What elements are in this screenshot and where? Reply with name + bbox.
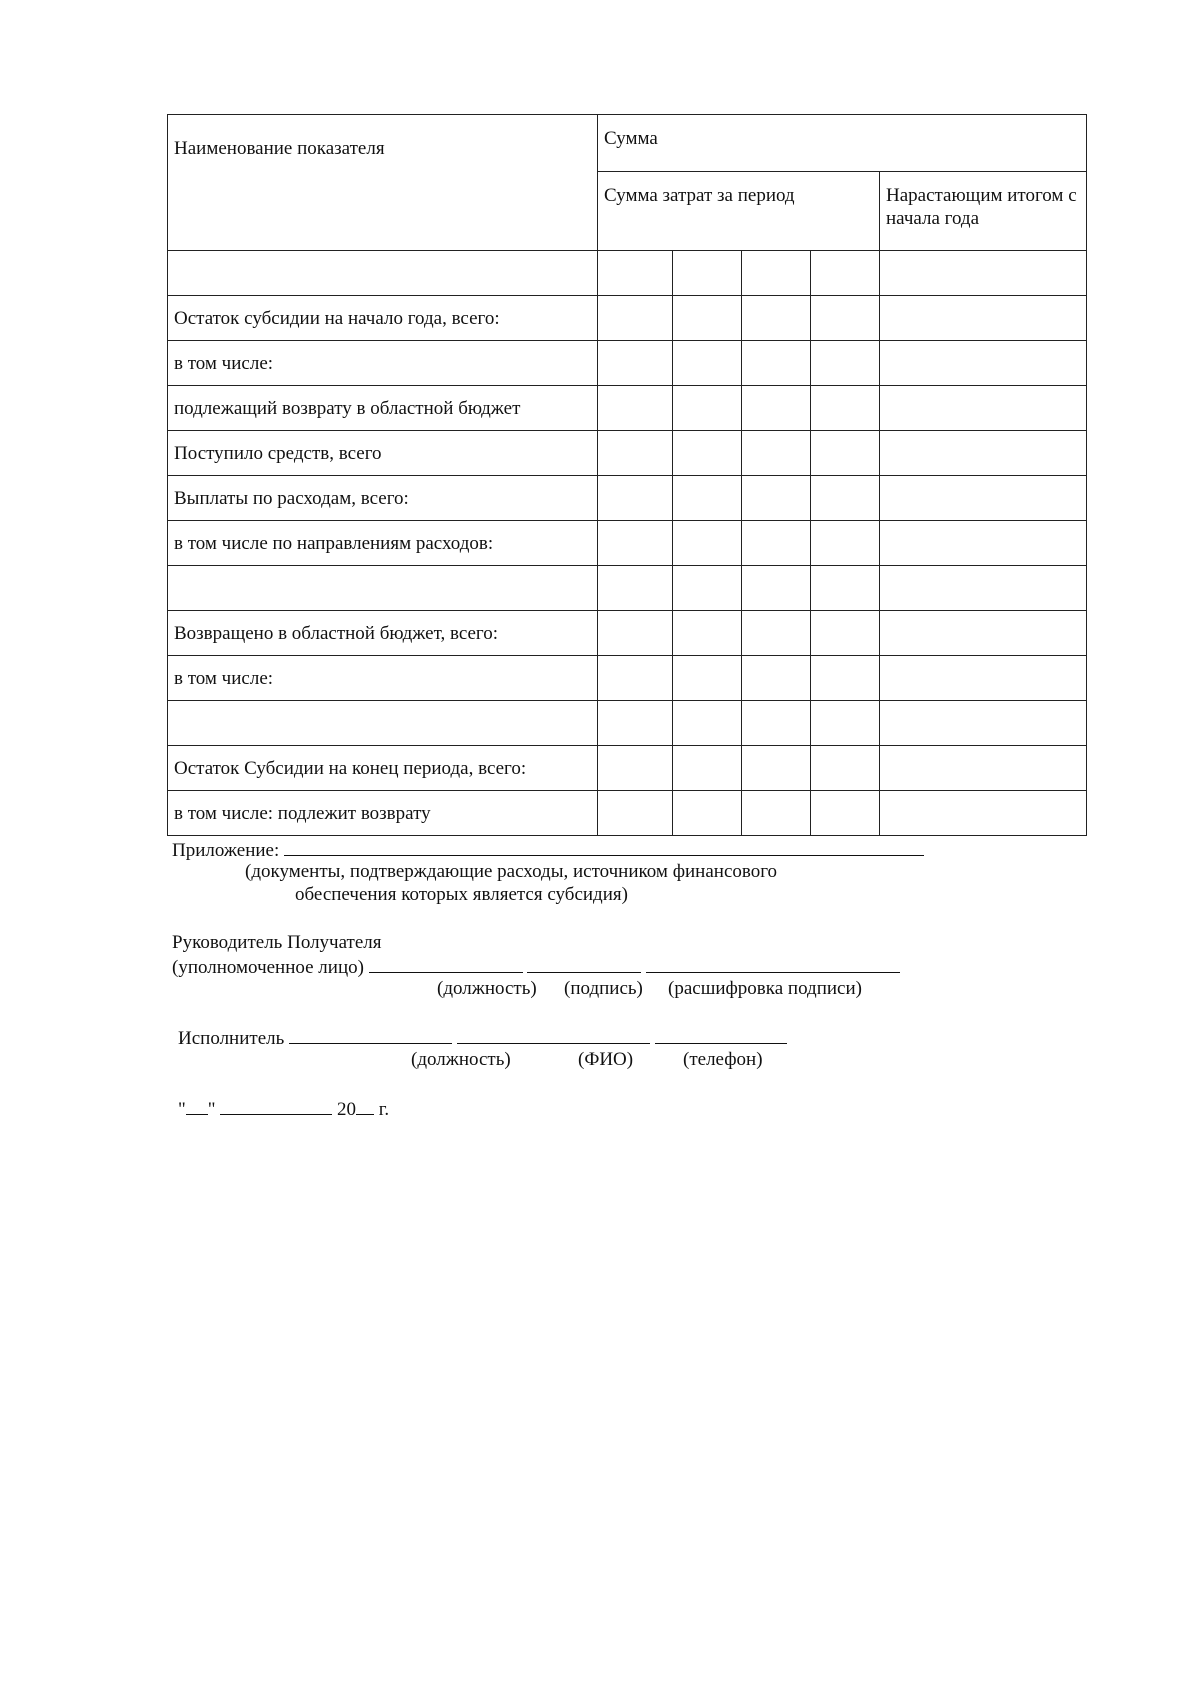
executor-caption-name: (ФИО) [578, 1049, 634, 1070]
period-sum-cell[interactable] [598, 341, 673, 386]
period-sum-cell[interactable] [598, 296, 673, 341]
header-period-costs: Сумма затрат за период [598, 172, 880, 251]
period-sum-cell[interactable] [598, 431, 673, 476]
period-sum-cell[interactable] [673, 386, 742, 431]
period-sum-cell[interactable] [673, 611, 742, 656]
head-caption-decoding: (расшифровка подписи) [668, 978, 862, 999]
period-sum-cell[interactable] [811, 566, 880, 611]
period-sum-cell[interactable] [673, 341, 742, 386]
table-row [168, 386, 1087, 431]
period-sum-cell[interactable] [742, 296, 811, 341]
period-sum-cell[interactable] [598, 701, 673, 746]
table-row [168, 746, 1087, 791]
head-decoding-blank[interactable] [646, 954, 900, 973]
row-indicator-name: в том числе: [168, 656, 598, 701]
period-sum-cell[interactable] [673, 296, 742, 341]
period-sum-cell[interactable] [811, 431, 880, 476]
row-indicator-name [168, 566, 598, 611]
head-signature-line [172, 954, 900, 979]
head-signature-blank[interactable] [527, 954, 641, 973]
date-year-blank[interactable] [356, 1096, 374, 1115]
period-sum-cell[interactable] [811, 791, 880, 836]
head-authorized-label: (уполномоченное лицо) [172, 957, 364, 978]
row-indicator-name: Поступило средств, всего [168, 431, 598, 476]
period-sum-cell[interactable] [811, 521, 880, 566]
table-row [168, 521, 1087, 566]
date-close-quote: " [207, 1099, 216, 1120]
table-row [168, 791, 1087, 836]
table-row [168, 341, 1087, 386]
row-indicator-name [168, 701, 598, 746]
period-sum-cell[interactable] [742, 341, 811, 386]
table-row [168, 566, 1087, 611]
executor-caption-phone: (телефон) [683, 1049, 763, 1070]
date-day-blank[interactable] [186, 1096, 208, 1115]
period-sum-cell[interactable] [811, 296, 880, 341]
period-sum-cell[interactable] [598, 656, 673, 701]
period-sum-cell[interactable] [598, 611, 673, 656]
row-indicator-name: Возвращено в областной бюджет, всего: [168, 611, 598, 656]
table-body [168, 251, 1087, 836]
period-sum-cell[interactable] [811, 386, 880, 431]
attachment-blank[interactable] [284, 837, 924, 856]
period-sum-cell[interactable] [811, 656, 880, 701]
period-sum-cell[interactable] [673, 701, 742, 746]
table-row [168, 296, 1087, 341]
row-indicator-name: в том числе: [168, 341, 598, 386]
head-caption-signature: (подпись) [564, 978, 643, 999]
head-position-blank[interactable] [369, 954, 523, 973]
row-indicator-name: Остаток Субсидии на конец периода, всего: [168, 746, 598, 791]
period-sum-cell[interactable] [598, 566, 673, 611]
executor-phone-blank[interactable] [655, 1025, 787, 1044]
cumulative-sum-cell[interactable] [880, 791, 1087, 836]
date-year-prefix: 20 [337, 1099, 357, 1120]
table-row [168, 656, 1087, 701]
attachment-label: Приложение: [172, 840, 280, 861]
period-sum-cell[interactable] [742, 791, 811, 836]
period-sum-cell[interactable] [598, 251, 673, 296]
executor-label: Исполнитель [178, 1028, 285, 1049]
period-sum-cell[interactable] [673, 746, 742, 791]
period-sum-cell[interactable] [673, 791, 742, 836]
period-sum-cell[interactable] [673, 566, 742, 611]
period-sum-cell[interactable] [673, 476, 742, 521]
period-sum-cell[interactable] [742, 251, 811, 296]
period-sum-cell[interactable] [742, 746, 811, 791]
date-line [178, 1096, 389, 1121]
period-sum-cell[interactable] [598, 746, 673, 791]
period-sum-cell[interactable] [811, 341, 880, 386]
executor-position-blank[interactable] [289, 1025, 452, 1044]
period-sum-cell[interactable] [811, 746, 880, 791]
period-sum-cell[interactable] [598, 791, 673, 836]
head-title: Руководитель Получателя [172, 932, 382, 953]
attachment-note-1: (документы, подтверждающие расходы, источником финансового [245, 861, 778, 882]
row-indicator-name: в том числе: подлежит возврату [168, 791, 598, 836]
row-indicator-name [168, 251, 598, 296]
cumulative-sum-cell[interactable] [880, 521, 1087, 566]
cumulative-sum-cell[interactable] [880, 431, 1087, 476]
table-row [168, 611, 1087, 656]
cumulative-sum-cell[interactable] [880, 566, 1087, 611]
header-indicator-name: Наименование показателя [168, 115, 598, 251]
attachment-note-2: обеспечения которых является субсидия) [295, 884, 628, 905]
table-row [168, 476, 1087, 521]
executor-caption-position: (должность) [411, 1049, 511, 1070]
period-sum-cell[interactable] [811, 611, 880, 656]
cumulative-sum-cell[interactable] [880, 611, 1087, 656]
period-sum-cell[interactable] [598, 521, 673, 566]
subsidy-report-table [167, 114, 1087, 836]
cumulative-sum-cell[interactable] [880, 701, 1087, 746]
period-sum-cell[interactable] [742, 386, 811, 431]
period-sum-cell[interactable] [673, 521, 742, 566]
date-year-suffix: г. [378, 1099, 390, 1120]
row-indicator-name: Выплаты по расходам, всего: [168, 476, 598, 521]
date-month-blank[interactable] [220, 1096, 332, 1115]
period-sum-cell[interactable] [673, 251, 742, 296]
table-row [168, 431, 1087, 476]
cumulative-sum-cell[interactable] [880, 476, 1087, 521]
period-sum-cell[interactable] [673, 431, 742, 476]
period-sum-cell[interactable] [742, 566, 811, 611]
cumulative-sum-cell[interactable] [880, 251, 1087, 296]
cumulative-sum-cell[interactable] [880, 656, 1087, 701]
table-row [168, 701, 1087, 746]
cumulative-sum-cell[interactable] [880, 296, 1087, 341]
period-sum-cell[interactable] [811, 476, 880, 521]
period-sum-cell[interactable] [742, 611, 811, 656]
attachment-line [172, 837, 924, 862]
period-sum-cell[interactable] [742, 701, 811, 746]
executor-name-blank[interactable] [457, 1025, 650, 1044]
period-sum-cell[interactable] [742, 431, 811, 476]
period-sum-cell[interactable] [673, 656, 742, 701]
header-summa: Сумма [598, 115, 1087, 172]
cumulative-sum-cell[interactable] [880, 386, 1087, 431]
period-sum-cell[interactable] [598, 476, 673, 521]
cumulative-sum-cell[interactable] [880, 341, 1087, 386]
executor-line [178, 1025, 787, 1050]
head-caption-position: (должность) [437, 978, 537, 999]
row-indicator-name: в том числе по направлениям расходов: [168, 521, 598, 566]
row-indicator-name: подлежащий возврату в областной бюджет [168, 386, 598, 431]
period-sum-cell[interactable] [742, 476, 811, 521]
period-sum-cell[interactable] [598, 386, 673, 431]
row-indicator-name: Остаток субсидии на начало года, всего: [168, 296, 598, 341]
table-row [168, 251, 1087, 296]
date-open-quote: " [178, 1099, 186, 1120]
header-cumulative: Нарастающим итогом с начала года [880, 172, 1087, 251]
period-sum-cell[interactable] [811, 701, 880, 746]
period-sum-cell[interactable] [742, 521, 811, 566]
period-sum-cell[interactable] [811, 251, 880, 296]
cumulative-sum-cell[interactable] [880, 746, 1087, 791]
period-sum-cell[interactable] [742, 656, 811, 701]
